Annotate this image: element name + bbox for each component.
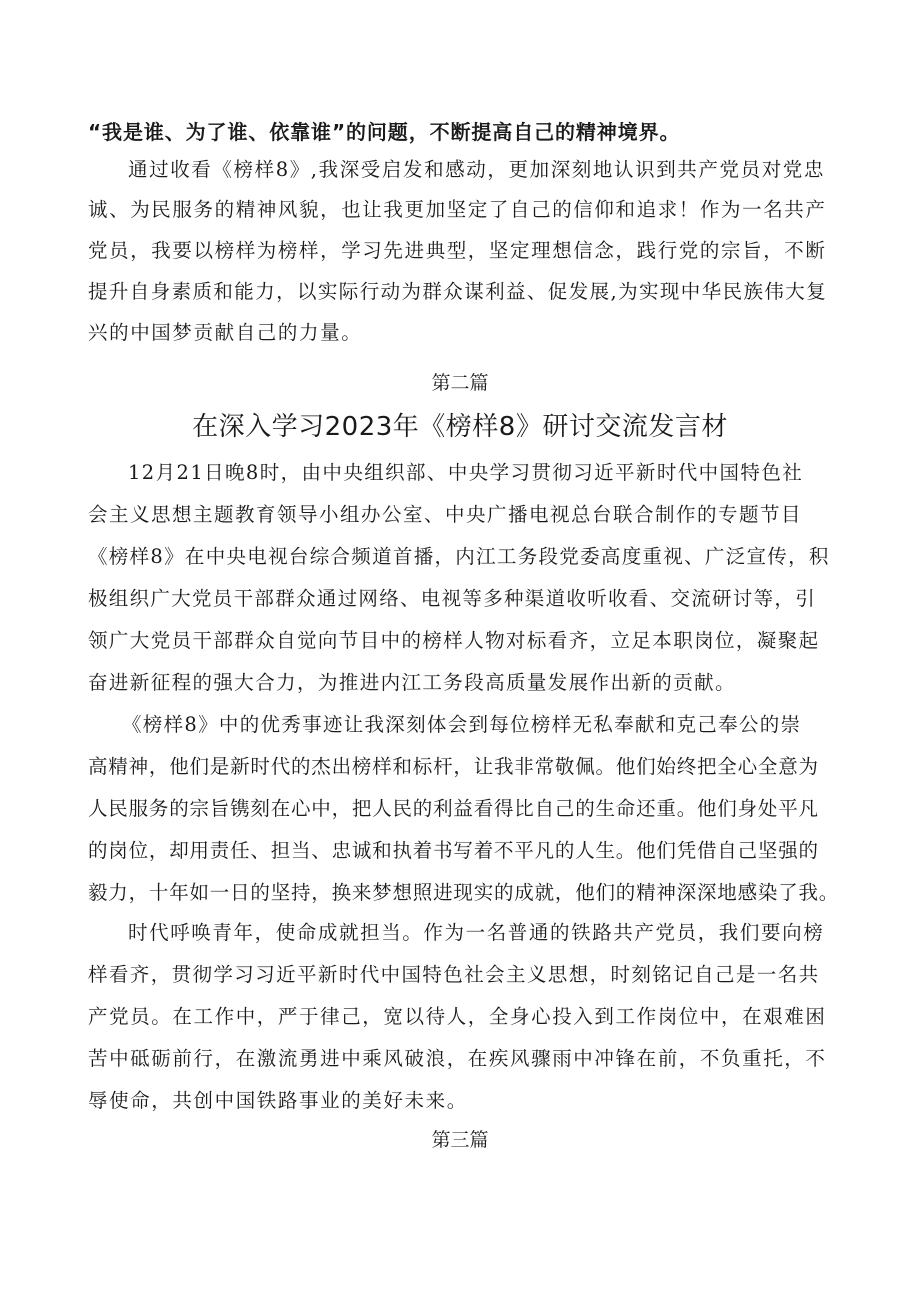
paragraph-1-line-3: 党员，我要以榜样为榜样，学习先进典型，坚定理想信念，践行党的宗旨，不断 bbox=[88, 239, 827, 262]
paragraph-2-line-3: 《榜样8》在中央电视台综合频道首播，内江工务段党委高度重视、广泛宣传，积 bbox=[88, 545, 830, 568]
paragraph-4-line-4: 苦中砥砺前行，在激流勇进中乘风破浪，在疾风骤雨中冲锋在前，不负重托，不 bbox=[88, 1047, 827, 1070]
paragraph-2-line-4: 极组织广大党员干部群众通过网络、电视等多种渠道收听收看、交流研讨等，引 bbox=[88, 587, 817, 610]
intro-line: “我是谁、为了谁、依靠谁”的问题，不断提高自己的精神境界。 bbox=[88, 120, 681, 144]
paragraph-3-line-5: 毅力，十年如一日的坚持，换来梦想照进现实的成就，他们的精神深深地感染了我。 bbox=[88, 881, 840, 904]
paragraph-2-line-1: 12月21日晚8时，由中央组织部、中央学习贯彻习近平新时代中国特色社 bbox=[128, 461, 804, 484]
paragraph-3-line-3: 人民服务的宗旨镌刻在心中，把人民的利益看得比自己的生命还重。他们身处平凡 bbox=[88, 797, 819, 820]
section-2-label: 第二篇 bbox=[431, 372, 489, 394]
section-3-label: 第三篇 bbox=[431, 1129, 489, 1151]
paragraph-2-line-2: 会主义思想主题教育领导小组办公室、中央广播电视总台联合制作的专题节目 bbox=[88, 503, 803, 526]
paragraph-2-line-6: 奋进新征程的强大合力，为推进内江工务段高质量发展作出新的贡献。 bbox=[88, 671, 736, 694]
paragraph-1-line-2: 诚、为民服务的精神风貌，也让我更加坚定了自己的信仰和追求！作为一名共产 bbox=[88, 198, 827, 221]
paragraph-3-line-2: 高精神，他们是新时代的杰出榜样和标杆，让我非常敬佩。他们始终把全心全意为 bbox=[88, 755, 819, 778]
paragraph-1-line-5: 兴的中国梦贡献自己的力量。 bbox=[88, 321, 363, 344]
paragraph-4-line-3: 产党员。在工作中，严于律己，宽以待人，全身心投入到工作岗位中，在艰难困 bbox=[88, 1005, 827, 1028]
paragraph-1-line-4: 提升自身素质和能力，以实际行动为群众谋利益、促发展,为实现中华民族伟大复 bbox=[88, 280, 828, 303]
paragraph-2-line-5: 领广大党员干部群众自觉向节目中的榜样人物对标看齐，立足本职岗位，凝聚起 bbox=[88, 629, 820, 652]
paragraph-3-line-4: 的岗位，却用责任、担当、忠诚和执着书写着不平凡的人生。他们凭借自己坚强的 bbox=[88, 839, 819, 862]
section-2-title: 在深入学习2023年《榜样8》研讨交流发言材 bbox=[192, 412, 728, 442]
paragraph-1-line-1: 通过收看《榜样8》,我深受启发和感动，更加深刻地认识到共产党员对党忠 bbox=[128, 158, 826, 181]
paragraph-4-line-5: 辱使命，共创中国铁路事业的美好未来。 bbox=[88, 1089, 468, 1112]
paragraph-3-line-1: 《榜样8》中的优秀事迹让我深刻体会到每位榜样无私奉献和克己奉公的崇 bbox=[122, 713, 802, 736]
paragraph-4-line-2: 样看齐，贯彻学习习近平新时代中国特色社会主义思想，时刻铭记自己是一名共 bbox=[88, 963, 820, 986]
paragraph-4-line-1: 时代呼唤青年，使命成就担当。作为一名普通的铁路共产党员，我们要向榜 bbox=[128, 921, 825, 944]
